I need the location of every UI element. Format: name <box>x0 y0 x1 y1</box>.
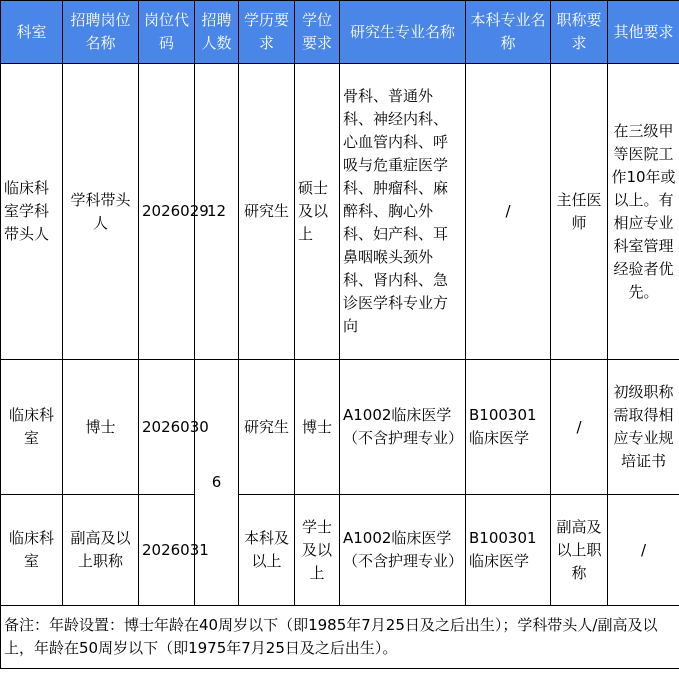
edu-cell: 本科及以上 <box>239 495 295 606</box>
ug-major-cell: B100301临床医学 <box>466 495 551 606</box>
header-dept: 科室 <box>1 1 63 64</box>
ug-major-cell: B100301临床医学 <box>466 360 551 495</box>
footnote: 备注：年龄设置：博士年龄在40周岁以下（即1985年7月25日及之后出生）；学科带头人/副高及以上，年龄在50周岁以下（即1975年7月25日及之后出生）。 <box>1 606 679 669</box>
other-cell: 初级职称需取得相应专业规培证书 <box>608 360 679 495</box>
other-cell: 在三级甲等医院工作10年或以上。有相应专业科室管理经验者优先。 <box>608 64 679 360</box>
position-cell: 副高及以上职称 <box>63 495 139 606</box>
title-req-cell: / <box>551 360 608 495</box>
edu-cell: 研究生 <box>239 64 295 360</box>
edu-cell: 研究生 <box>239 360 295 495</box>
code-cell: 2026031 <box>139 495 195 606</box>
header-code: 岗位代码 <box>139 1 195 64</box>
title-req-cell: 主任医师 <box>551 64 608 360</box>
header-grad-major: 研究生专业名称 <box>340 1 466 64</box>
other-cell: / <box>608 495 679 606</box>
position-cell: 博士 <box>63 360 139 495</box>
header-position: 招聘岗位名称 <box>63 1 139 64</box>
header-other: 其他要求 <box>608 1 679 64</box>
degree-cell: 学士及以上 <box>295 495 340 606</box>
header-ug-major: 本科专业名称 <box>466 1 551 64</box>
degree-cell: 博士 <box>295 360 340 495</box>
dept-cell: 临床科室 <box>1 360 63 495</box>
dept-cell: 临床科室 <box>1 495 63 606</box>
header-count: 招聘人数 <box>195 1 239 64</box>
table-row <box>1 495 679 606</box>
note-row <box>1 606 679 669</box>
table-row <box>1 64 679 360</box>
header-degree: 学位要求 <box>295 1 340 64</box>
grad-major-cell: A1002临床医学（不含护理专业） <box>340 495 466 606</box>
code-cell: 2026030 <box>139 360 195 495</box>
count-cell: 6 <box>195 360 239 606</box>
grad-major-cell: 骨科、普通外科、神经内科、心血管内科、呼吸与危重症医学科、肿瘤科、麻醉科、胸心外科、妇产科、耳鼻咽喉头颈外科、肾内科、急诊医学科专业方向 <box>340 64 466 360</box>
table-row <box>1 360 679 495</box>
header-row <box>1 1 679 64</box>
dept-cell: 临床科室学科带头人 <box>1 64 63 360</box>
degree-cell: 硕士及以上 <box>295 64 340 360</box>
header-title-req: 职称要求 <box>551 1 608 64</box>
count-cell: 12 <box>195 64 239 360</box>
title-req-cell: 副高及以上职称 <box>551 495 608 606</box>
header-edu: 学历要求 <box>239 1 295 64</box>
code-cell: 2026029 <box>139 64 195 360</box>
grad-major-cell: A1002临床医学（不含护理专业） <box>340 360 466 495</box>
position-cell: 学科带头人 <box>63 64 139 360</box>
ug-major-cell: / <box>466 64 551 360</box>
